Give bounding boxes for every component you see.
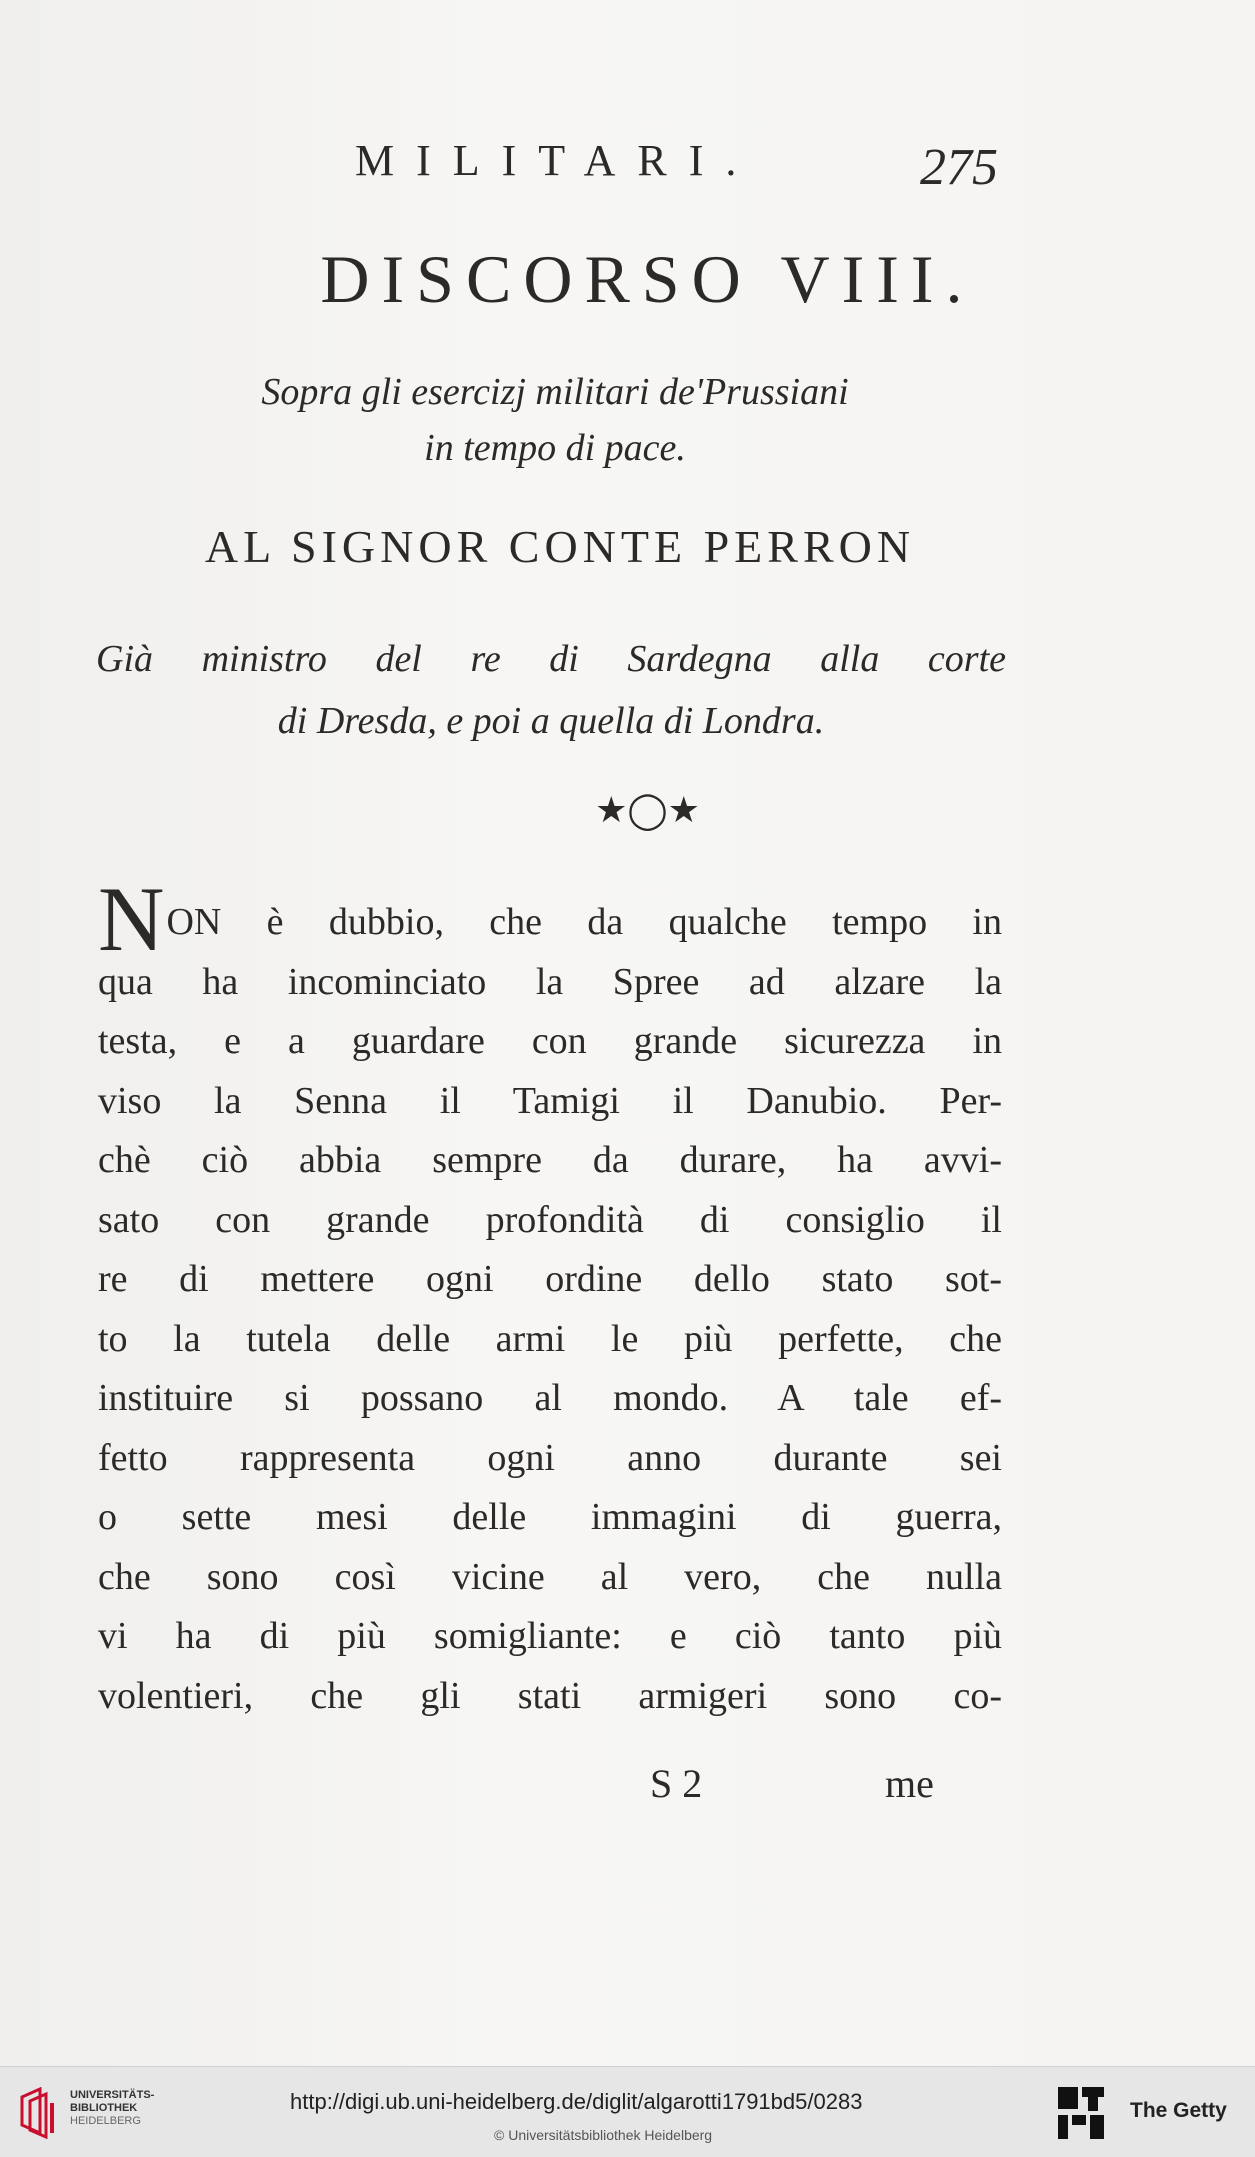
text-line: o sette mesi delle immagini di guerra, (98, 1496, 1002, 1538)
running-head: MILITARI. (355, 136, 759, 185)
text-line: chè ciò abbia sempre da durare, ha avvi- (98, 1139, 1002, 1181)
subtitle-line: Sopra gli esercizj militari de'Prussiani (261, 371, 849, 413)
text-line: to la tutela delle armi le più perfette, che (98, 1317, 1002, 1360)
text-line: re di mettere ogni ordine dello stato sot- (98, 1258, 1002, 1300)
text-line: ON è dubbio, che da qualche tempo in (166, 901, 1002, 943)
chapter-subtitle (140, 364, 970, 476)
drop-initial: N (98, 868, 165, 970)
university-library-logo-icon (16, 2087, 60, 2139)
text-line: qua ha incominciato la Spree ad alzare la (98, 960, 1002, 1003)
permalink-url[interactable]: http://digi.ub.uni-heidelberg.de/diglit/algarotti1791bd5/0283 (290, 2089, 863, 2114)
library-name-line: BIBLIOTHEK (70, 2102, 138, 2114)
text-line: instituire si possano al mondo. A tale ef- (98, 1377, 1002, 1419)
addressee-description-line: di Dresda, e poi a quella di Londra. (277, 700, 825, 742)
ornament-divider: ★◯★ (595, 790, 700, 831)
text-line: che sono così vicine al vero, che nulla (98, 1555, 1002, 1598)
library-name-line: UNIVERSITÄTS- (70, 2089, 155, 2101)
subtitle-line: in tempo di pace. (424, 427, 686, 469)
body-text (98, 868, 1002, 1726)
text-line: volentieri, che gli stati armigeri sono co- (98, 1674, 1002, 1717)
text-line: testa, e a guardare con grande sicurezza in (98, 1020, 1002, 1062)
library-name (70, 2089, 154, 2128)
text-line: fetto rappresenta ogni anno durante sei (98, 1436, 1002, 1479)
page-number: 275 (920, 139, 998, 196)
text-line: viso la Senna il Tamigi il Danubio. Per- (98, 1079, 1002, 1122)
addressee-description-line: Già ministro del re di Sardegna alla corte (96, 638, 1006, 680)
text-line: sato con grande profondità di consiglio il (98, 1198, 1002, 1241)
addressee-heading: AL SIGNOR CONTE PERRON (204, 521, 916, 572)
copyright-notice: © Universitätsbibliothek Heidelberg (494, 2127, 713, 2143)
signature-mark: S 2 (650, 1761, 703, 1806)
addressee-description (96, 628, 1006, 752)
library-name-line: HEIDELBERG (70, 2115, 141, 2127)
catchword: me (885, 1761, 934, 1806)
text-line: vi ha di più somigliante: e ciò tanto più (98, 1615, 1002, 1657)
viewer-footer (0, 2066, 1255, 2157)
chapter-title: DISCORSO VIII. (320, 241, 975, 317)
getty-logo-icon (1056, 2085, 1106, 2143)
partner-name: The Getty (1130, 2099, 1227, 2122)
